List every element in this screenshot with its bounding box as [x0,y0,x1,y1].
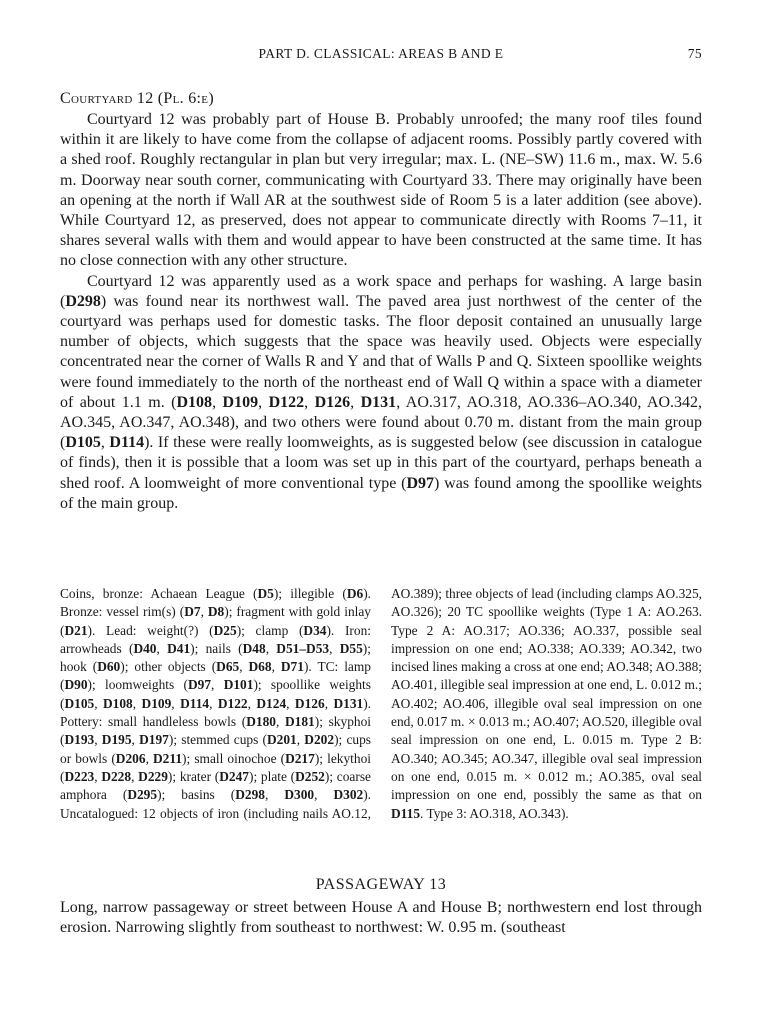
text-run: ); nails ( [190,640,243,656]
text-run: ). Lead: weight(?) ( [87,622,214,638]
text-run: Courtyard 12 was probably part of House B. Probably unroofed; the many roof tiles found within it are likely to have come from the collapse of adjacent rooms. Possibly partly covered with a shed roof. Roughly rectangular in plan but very irregular; max. L. (NE–SW) 11.6 m., max. W. 5.6 m. Doorway near south corner, communicating with Courtyard 33. There may originally have been an opening at the north if Wall AR at the southwest side of Room 5 is a later addition (see above). While Courtyard 12, as preserved, does not appear to communicate directly with Rooms 7–11, it shares several walls with them and would appear to have been constructed at the same time. It has no close connection with any other structure. [60,111,702,270]
finds-list [60,585,702,823]
courtyard-paragraph [60,272,702,514]
text-run: ); skyphoi ( [60,714,371,748]
text-run: , [145,750,154,766]
catalogue-ref: D223 [64,768,95,784]
catalogue-ref: D90 [64,677,88,693]
text-run: , [200,604,208,620]
text-run: ). Pottery: small handleless bowls ( [60,695,372,730]
text-run: , [100,434,110,452]
courtyard-body [60,110,702,514]
catalogue-ref: D211 [153,750,183,766]
text-run: , [350,393,361,411]
text-run: , [239,659,249,675]
catalogue-ref: D68 [248,659,272,675]
catalogue-ref: D7 [184,604,201,620]
text-run: Courtyard 12 was apparently used as a work space and perhaps for washing. A large basin ( [60,272,702,310]
catalogue-ref: D8 [207,604,225,620]
text-run: , [264,787,285,803]
catalogue-ref: D97 [187,677,212,693]
text-run: , [296,732,305,748]
catalogue-ref: D71 [280,659,304,675]
catalogue-ref: D115 [391,805,421,821]
text-run: ); krater ( [167,768,220,784]
text-run: , [314,787,334,803]
catalogue-ref: D6 [346,586,364,601]
catalogue-ref: D126 [314,393,351,411]
catalogue-ref: D298 [65,292,101,310]
catalogue-ref: D55 [339,640,363,656]
text-run: ); hook ( [60,640,371,675]
catalogue-ref: D108 [176,393,213,411]
text-run: ); plate ( [249,768,296,784]
text-run: , [94,695,103,711]
catalogue-ref: D60 [97,659,121,675]
catalogue-ref: D197 [139,732,169,748]
catalogue-ref: D295 [127,787,158,803]
catalogue-ref: D195 [101,732,132,748]
catalogue-ref: D21 [64,622,88,638]
text-run: ); cups or bowls ( [60,732,371,766]
catalogue-ref: D247 [219,768,249,784]
catalogue-ref: D105 [65,434,101,452]
catalogue-ref: D114 [180,695,210,711]
catalogue-ref: D206 [115,750,146,766]
catalogue-ref: D122 [217,695,248,711]
text-run: , [271,659,281,675]
page-number: 75 [687,46,702,61]
text-run: ) was found among the spoollike weights of the main group. [60,474,702,512]
catalogue-ref: D131 [360,393,397,411]
text-run: , [156,640,168,656]
text-run: , [265,640,277,656]
text-run: ); fragment with gold inlay ( [60,604,371,638]
catalogue-ref: D25 [213,622,237,638]
section-heading-passageway: PASSAGEWAY 13 [315,876,447,893]
catalogue-ref: D201 [266,732,297,748]
catalogue-ref: D193 [64,732,95,748]
catalogue-ref: D229 [138,768,168,784]
text-run: , [329,640,340,656]
finds-text [60,585,702,823]
catalogue-ref: D105 [64,695,95,711]
text-run: , [324,695,334,711]
catalogue-ref: D34 [303,622,327,638]
text-run: , [131,732,140,748]
catalogue-ref: D180 [246,714,276,730]
catalogue-ref: D97 [406,474,435,492]
text-run: , [132,695,142,711]
catalogue-ref: D108 [103,695,133,711]
courtyard-paragraph [60,110,702,272]
catalogue-ref: D51–D53 [276,640,330,656]
catalogue-ref: D109 [222,393,259,411]
text-run: , [276,714,285,730]
catalogue-ref: D101 [223,677,254,693]
text-run: ). Bronze: vessel rim(s) ( [60,586,371,620]
text-run: ); other objects ( [120,659,217,675]
text-run: , [131,768,139,784]
text-run: ); lekythoi ( [60,750,371,784]
catalogue-ref: D252 [295,768,325,784]
text-run: ). If these were really loomweights, as is suggested below (see discussion in catalogue of finds), then it is possible that a loom was set up in this part of the courtyard, perhaps beneath a shed roof. A loomweight of more conventional type ( [60,434,703,492]
catalogue-ref: D131 [333,695,364,711]
catalogue-ref: D202 [304,732,335,748]
text-run: , [94,768,102,784]
passageway-paragraph: Long, narrow passageway or street between House A and House B; northwestern end lost through erosion. Narrowing slightly from southeast to northwest: W. 0.95 m. (southeast [60,899,702,937]
catalogue-ref: D298 [235,787,265,803]
text-run: ); stemmed cups ( [168,732,267,748]
catalogue-ref: D302 [333,787,364,803]
text-run: ). TC: lamp ( [60,659,371,693]
text-run: ). Uncatalogued: 12 objects of iron (including nails AO.12, AO.389); three objects of lead (including clamps AO.325, AO.326); 20 TC spoollike weights (Type 1 A: AO.263. Type 2 A: AO.317; AO.336; AO.337, possible seal impression on one end; AO.338; AO.339; AO.342, two incised lines making a cross at one end; AO.348; AO.388; AO.401, illegible seal impression at one end, L. 0.012 m.; AO.402; AO.406, illegible oval seal impression on one end, 0.017 m. × 0.013 m.; AO.407; AO.520, illegible oval seal impression on one end, L. 0.015 m. Type 2 B: AO.340; AO.345; AO.347, illegible oval seal impression on one end, 0.015 m. × 0.012 m.; AO.385, oval seal impression on one end, possibly the same as that on [60,586,702,821]
text-run: , [247,695,257,711]
text-run: ); coarse amphora ( [60,768,371,803]
running-head [60,46,702,66]
text-run: ) was found near its northwest wall. The paved area just northwest of the center of the courtyard was perhaps used for domestic tasks. The floor deposit contained an unusually large number of objects, which suggests that the space was heavily used. Objects were especially concentrated near the corner of Walls R and Y and that of Walls P and Q. Sixteen spoollike weights were found immediately to the north of the northeast end of Wall Q within a space with a diameter of about 1.1 m. ( [60,292,702,411]
catalogue-ref: D114 [109,434,145,452]
catalogue-ref: D40 [133,640,157,656]
text-run: ); clamp ( [236,622,304,638]
catalogue-ref: D48 [242,640,266,656]
text-run: , [212,393,223,411]
text-run: ). Iron: arrowheads ( [60,622,371,656]
text-run: , [304,393,315,411]
text-run: Coins, bronze: Achaean League ( [60,586,258,601]
passageway-body [60,898,702,938]
catalogue-ref: D300 [284,787,315,803]
page [60,0,702,1024]
catalogue-ref: D124 [256,695,287,711]
text-run: , [211,677,224,693]
text-run: , [258,393,269,411]
catalogue-ref: D228 [101,768,132,784]
section-heading-courtyard: Courtyard 12 (Pl. 6:e) [60,90,214,107]
running-head-title: PART D. CLASSICAL: AREAS B AND E [258,46,504,61]
text-run: , AO.317, AO.318, AO.336–AO.340, AO.342, AO.345, AO.347, AO.348), and two others were found about 0.70 m. distant from the main group ( [60,393,703,452]
text-run: , [286,695,295,711]
catalogue-ref: D41 [167,640,191,656]
text-run: , [171,695,181,711]
catalogue-ref: D217 [285,750,315,766]
text-run: ); spoollike weights ( [60,677,371,711]
catalogue-ref: D122 [268,393,305,411]
text-run: ); loomweights ( [87,677,188,693]
text-run: ); basins ( [157,787,236,803]
catalogue-ref: D109 [141,695,172,711]
text-run: ); small oinochoe ( [182,750,286,766]
text-run: . Type 3: AO.318, AO.343). [420,805,569,821]
text-run: , [209,695,218,711]
catalogue-ref: D5 [257,586,274,601]
catalogue-ref: D65 [216,659,240,675]
text-run: ); illegible ( [273,586,347,601]
catalogue-ref: D181 [285,714,315,730]
text-run: , [94,732,102,748]
catalogue-ref: D126 [294,695,325,711]
